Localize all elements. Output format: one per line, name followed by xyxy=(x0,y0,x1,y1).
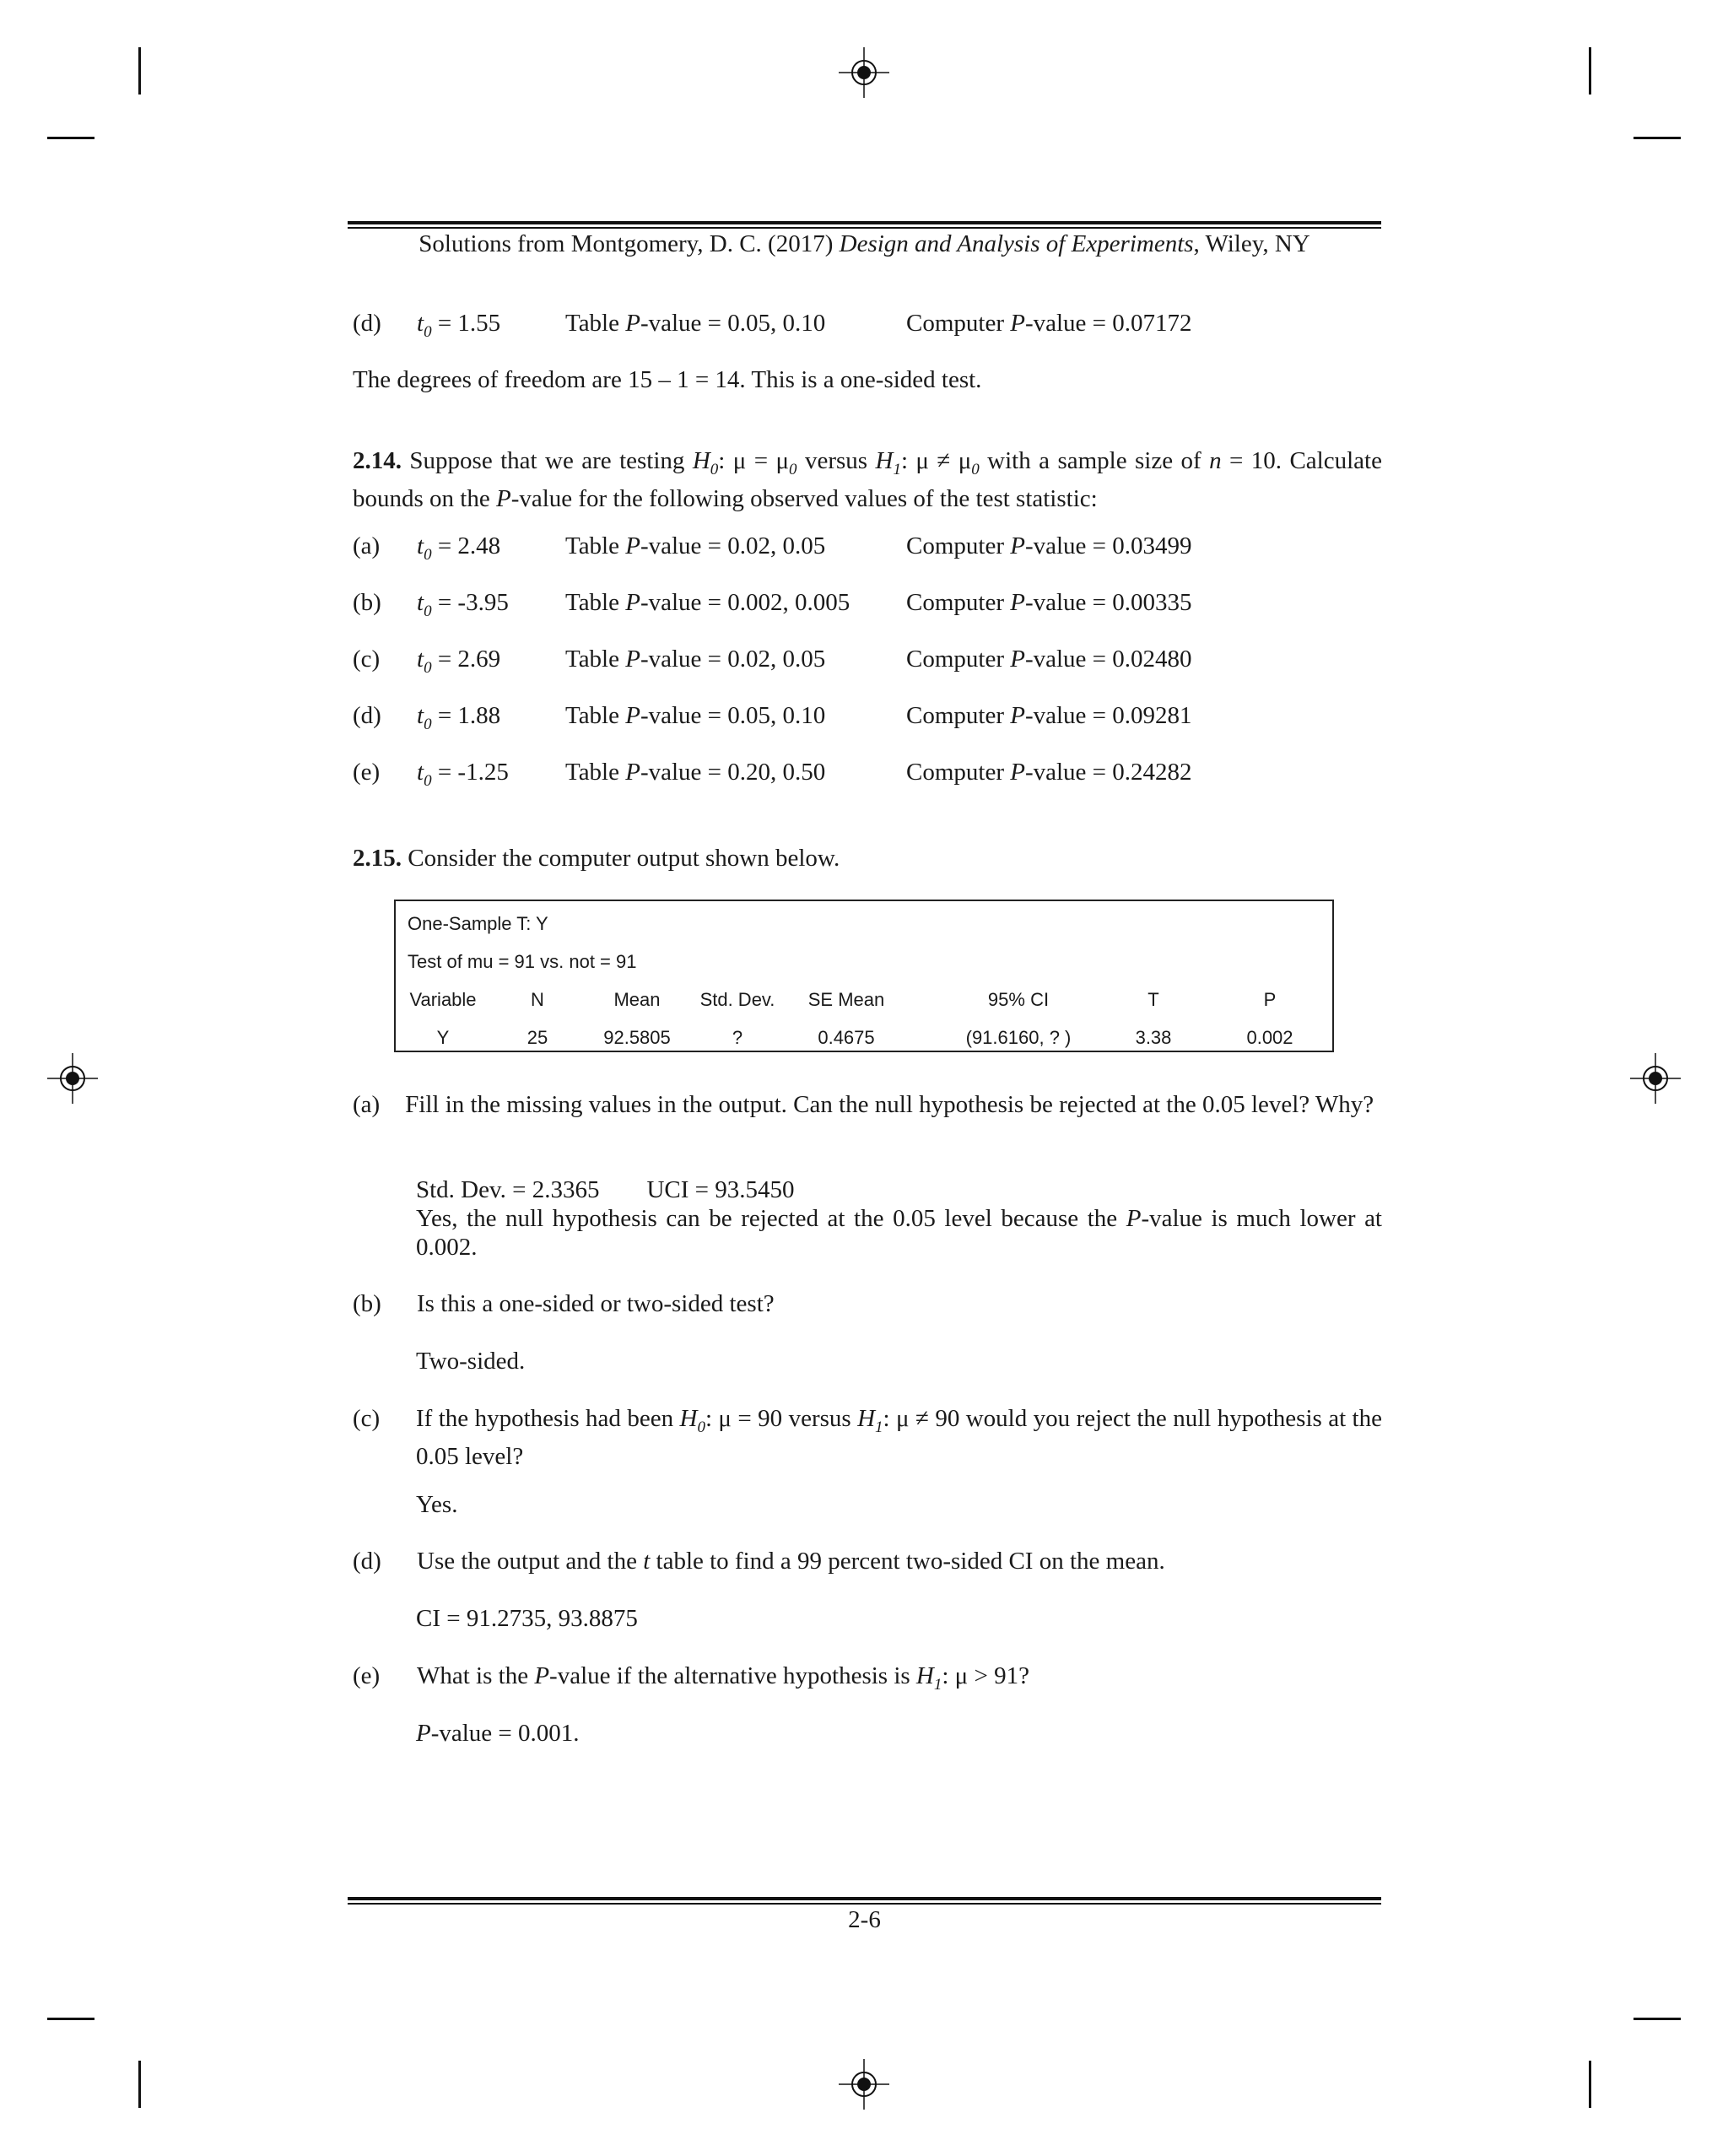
t-symbol: t xyxy=(417,646,424,673)
h1-symbol: H xyxy=(875,447,894,474)
p-letter: P xyxy=(1010,759,1025,786)
t-subscript: 0 xyxy=(424,658,432,677)
row-label: (d) xyxy=(353,702,381,729)
text: versus xyxy=(796,447,876,474)
output-cell-value: 92.5805 xyxy=(603,1027,671,1048)
table-label: Table xyxy=(565,589,626,616)
p-letter: P xyxy=(625,589,640,616)
part-c-question xyxy=(416,1404,1382,1471)
part-d-question xyxy=(353,1547,1382,1575)
text: -value if the alternative hypothesis is xyxy=(549,1662,916,1689)
part-c-answer: Yes. xyxy=(416,1491,458,1518)
problem-2-15-statement xyxy=(353,844,1382,873)
part-e-question xyxy=(353,1662,1382,1694)
t-value: = 2.69 xyxy=(431,646,501,673)
running-header xyxy=(348,230,1381,258)
output-cell-value: 0.002 xyxy=(1246,1027,1293,1048)
output-cell-value: Y xyxy=(436,1027,450,1048)
output-test-line: Test of mu = 91 vs. not = 91 xyxy=(408,951,637,972)
text: Use the output and the xyxy=(417,1548,644,1575)
answer-row xyxy=(353,701,1382,733)
t-subscript: 0 xyxy=(424,715,432,733)
p-letter: P xyxy=(625,702,640,729)
part-d-answer: CI = 91.2735, 93.8875 xyxy=(416,1605,638,1632)
t-subscript: 0 xyxy=(424,545,432,564)
t-symbol: t xyxy=(417,310,424,337)
p-letter: P xyxy=(495,484,511,512)
p-letter: P xyxy=(625,759,640,786)
page-number: 2-6 xyxy=(848,1906,881,1933)
problem-number: 2.15. xyxy=(353,845,402,872)
table-pvalue: -value = 0.05, 0.10 xyxy=(640,310,826,337)
table-label: Table xyxy=(565,310,626,337)
computer-pvalue: -value = 0.03499 xyxy=(1024,532,1192,559)
row-label: (c) xyxy=(353,646,381,673)
computer-pvalue: -value = 0.00335 xyxy=(1024,589,1192,616)
text: Consider the computer output shown below. xyxy=(402,845,840,872)
table-label: Table xyxy=(565,702,626,729)
computer-label: Computer xyxy=(906,589,1011,616)
part-a-answer-line-1 xyxy=(416,1175,1382,1204)
subscript: 1 xyxy=(933,1675,942,1694)
text: -value is much lower at 0.002. xyxy=(416,1205,1382,1261)
crop-mark xyxy=(1634,137,1681,139)
output-cell-value: 0.4675 xyxy=(818,1027,875,1048)
book-title: Design and Analysis of Experiments xyxy=(839,230,1194,257)
table-pvalue: -value = 0.02, 0.05 xyxy=(640,646,826,673)
output-cell-value: (91.6160, ? ) xyxy=(965,1027,1072,1048)
row-label: (a) xyxy=(353,532,381,559)
crop-mark xyxy=(138,2061,141,2108)
t-value: = 1.88 xyxy=(431,702,501,729)
computer-pvalue: -value = 0.09281 xyxy=(1024,702,1192,729)
p-letter: P xyxy=(625,532,640,559)
crop-mark xyxy=(138,47,141,95)
answer-std-dev: Std. Dev. = 2.3365 xyxy=(416,1176,600,1203)
part-a-question xyxy=(353,1090,1382,1119)
registration-target-icon xyxy=(839,47,889,98)
subscript: 0 xyxy=(971,460,980,478)
output-column-header: T xyxy=(1148,989,1159,1010)
t-value: = 1.55 xyxy=(431,310,501,337)
part-label: (a) xyxy=(353,1091,381,1118)
question-text: Is this a one-sided or two-sided test? xyxy=(417,1290,775,1317)
registration-target-icon xyxy=(1630,1053,1681,1104)
output-column-header: N xyxy=(531,989,544,1010)
p-letter: P xyxy=(1010,589,1025,616)
t-symbol: t xyxy=(417,702,424,729)
h0-symbol: H xyxy=(679,1405,698,1432)
subscript: 0 xyxy=(697,1418,705,1436)
output-column-header: 95% CI xyxy=(987,989,1050,1010)
question-text: Fill in the missing values in the output. Can the null hypothesis be rejected at the 0.05 level? Why? xyxy=(405,1091,1374,1118)
registration-target-icon xyxy=(839,2059,889,2110)
t-subscript: 0 xyxy=(424,771,432,790)
part-e-answer xyxy=(416,1719,1382,1748)
answer-row xyxy=(353,645,1382,677)
p-letter: P xyxy=(416,1720,431,1747)
table-pvalue: -value = 0.05, 0.10 xyxy=(640,702,826,729)
part-a-answer-line-2 xyxy=(416,1204,1382,1262)
subscript: 0 xyxy=(710,460,719,478)
answer-row xyxy=(353,532,1382,564)
t-value: = -1.25 xyxy=(431,759,509,786)
text: table to find a 99 percent two-sided CI on the mean. xyxy=(650,1548,1165,1575)
problem-2-14-statement xyxy=(353,446,1382,513)
subscript: 1 xyxy=(893,460,901,478)
computer-pvalue: -value = 0.07172 xyxy=(1024,310,1192,337)
text: = 10. Calculate bounds on the xyxy=(353,447,1382,512)
header-rule xyxy=(348,221,1381,229)
subscript: 1 xyxy=(875,1418,883,1436)
h0-symbol: H xyxy=(692,447,710,474)
p-letter: P xyxy=(1010,702,1025,729)
answer-uci: UCI = 93.5450 xyxy=(646,1176,795,1203)
text: : μ = 90 versus xyxy=(705,1405,858,1432)
table-label: Table xyxy=(565,646,626,673)
subscript: 0 xyxy=(789,460,797,478)
t-symbol: t xyxy=(643,1548,651,1575)
crop-mark xyxy=(1634,2018,1681,2020)
h1-symbol: H xyxy=(915,1662,934,1689)
output-cell-value: 3.38 xyxy=(1135,1027,1172,1048)
computer-label: Computer xyxy=(906,532,1011,559)
table-pvalue: -value = 0.002, 0.005 xyxy=(640,589,850,616)
computer-output-box xyxy=(394,900,1334,1052)
text: What is the xyxy=(417,1662,535,1689)
part-label: (b) xyxy=(353,1290,381,1317)
df-note: The degrees of freedom are 15 – 1 = 14. This is a one-sided test. xyxy=(353,366,982,393)
header-prefix: Solutions from Montgomery, D. C. (2017) xyxy=(418,230,840,257)
t-symbol: t xyxy=(417,759,424,786)
p-letter: P xyxy=(1010,310,1025,337)
part-label: (e) xyxy=(353,1662,381,1689)
text: : μ ≠ μ xyxy=(900,447,972,474)
output-column-header: SE Mean xyxy=(807,989,885,1010)
problem-number: 2.14. xyxy=(353,447,402,474)
t-subscript: 0 xyxy=(424,322,432,341)
p-letter: P xyxy=(625,310,640,337)
h1-symbol: H xyxy=(857,1405,876,1432)
p-letter: P xyxy=(1010,532,1025,559)
output-title: One-Sample T: Y xyxy=(408,913,548,934)
footer-rule xyxy=(348,1897,1381,1905)
computer-label: Computer xyxy=(906,759,1011,786)
crop-mark xyxy=(47,137,94,139)
computer-pvalue: -value = 0.24282 xyxy=(1024,759,1192,786)
row-label: (b) xyxy=(353,589,381,616)
text: : μ = μ xyxy=(718,447,790,474)
part-b-answer: Two-sided. xyxy=(416,1348,526,1375)
text: If the hypothesis had been xyxy=(416,1405,680,1432)
part-b-question xyxy=(353,1289,1382,1318)
n-symbol: n xyxy=(1209,447,1222,474)
output-cell-value: ? xyxy=(732,1027,743,1048)
computer-label: Computer xyxy=(906,702,1011,729)
answer-row xyxy=(353,588,1382,620)
header-suffix: , Wiley, NY xyxy=(1193,230,1310,257)
t-value: = -3.95 xyxy=(431,589,509,616)
computer-label: Computer xyxy=(906,310,1011,337)
computer-label: Computer xyxy=(906,646,1011,673)
table-pvalue: -value = 0.02, 0.05 xyxy=(640,532,826,559)
p-letter: P xyxy=(1126,1205,1142,1232)
part-label: (d) xyxy=(353,1548,381,1575)
output-column-header: P xyxy=(1263,989,1277,1010)
p-letter: P xyxy=(625,646,640,673)
text: -value for the following observed values of the test statistic: xyxy=(510,484,1098,512)
output-column-header: Std. Dev. xyxy=(699,989,775,1010)
t-subscript: 0 xyxy=(424,602,432,620)
text: -value = 0.001. xyxy=(430,1720,580,1747)
part-c-label: (c) xyxy=(353,1405,381,1432)
t-symbol: t xyxy=(417,589,424,616)
computer-pvalue: -value = 0.02480 xyxy=(1024,646,1192,673)
text: Suppose that we are testing xyxy=(402,447,693,474)
row-label: (d) xyxy=(353,310,381,337)
t-value: = 2.48 xyxy=(431,532,501,559)
t-symbol: t xyxy=(417,532,424,559)
crop-mark xyxy=(1589,2061,1591,2108)
text: with a sample size of xyxy=(979,447,1210,474)
answer-row xyxy=(353,309,1382,341)
crop-mark xyxy=(1589,47,1591,95)
text: : μ ≠ 90 would you reject the null hypothesis at the 0.05 level? xyxy=(416,1405,1382,1470)
table-label: Table xyxy=(565,759,626,786)
crop-mark xyxy=(47,2018,94,2020)
output-cell-value: 25 xyxy=(526,1027,548,1048)
answer-row xyxy=(353,758,1382,790)
table-pvalue: -value = 0.20, 0.50 xyxy=(640,759,826,786)
text: : μ > 91? xyxy=(942,1662,1029,1689)
registration-target-icon xyxy=(47,1053,98,1104)
output-column-header: Variable xyxy=(409,989,477,1010)
output-column-header: Mean xyxy=(613,989,661,1010)
p-letter: P xyxy=(534,1662,550,1689)
p-letter: P xyxy=(1010,646,1025,673)
text: Yes, the null hypothesis can be rejected at the 0.05 level because the xyxy=(416,1205,1126,1232)
row-label: (e) xyxy=(353,759,381,786)
table-label: Table xyxy=(565,532,626,559)
